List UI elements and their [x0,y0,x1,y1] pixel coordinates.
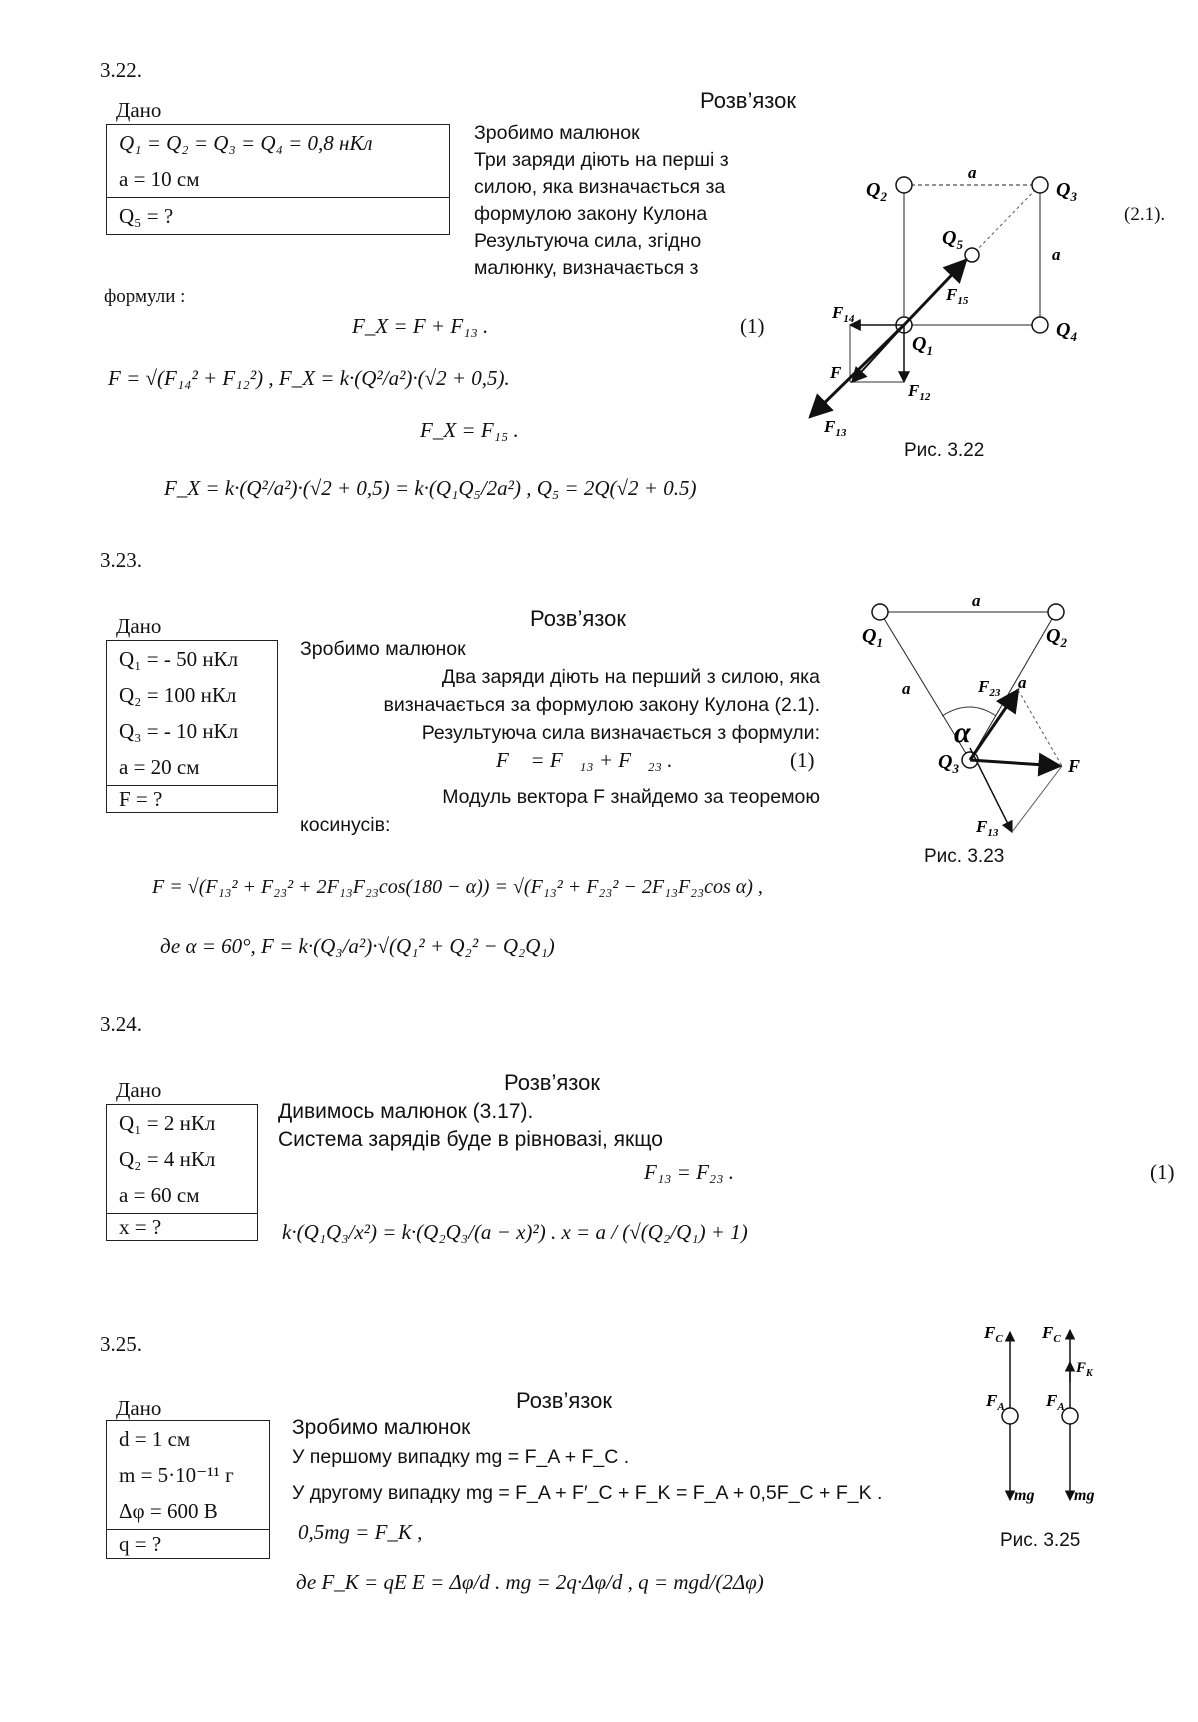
guide [1018,690,1062,766]
text-line: косинусів: [300,814,391,836]
given-box [106,640,278,813]
given-item: d = 1 см [119,1427,191,1451]
given-item: Q₂ = 4 нКл [119,1147,216,1171]
equation: де F_K = qE E = Δφ/d . mg = 2q·Δφ/d , q = mgd/(2Δφ) [296,1570,764,1594]
text-line: Результуюча сила визначається з формули: [421,722,820,744]
equation-number: (1) [1150,1160,1175,1184]
label-f13: $F_{13}$ [976,817,999,839]
label-fk: $F_K$ [1076,1360,1093,1379]
problem-number: 3.25. [100,1332,142,1356]
equation: 0,5mg = F_K , [298,1520,423,1544]
label-mg: mg [1014,1487,1035,1504]
label-f14: $F_{14}$ [832,303,855,325]
arrow-f23 [970,690,1018,760]
label-alpha: α [954,716,971,749]
figure-caption: Рис. 3.22 [904,440,985,461]
charge-q1 [872,604,888,620]
text-line: Результуюча сила, згідно [474,230,702,252]
label-q1: $Q_1$ [862,625,883,650]
given-item: a = 10 см [119,167,200,191]
given-box [106,1104,258,1241]
label-a: a [1018,673,1027,692]
charge-q4 [1032,317,1048,333]
figure-3-25 [970,1312,1120,1512]
arrow-f [970,760,1060,766]
given-unknown: q = ? [107,1529,269,1558]
given-label: Дано [116,1396,162,1420]
equation: F = √(F₁₃² + F₂₃² + 2F₁₃F₂₃cos(180 − α)) = √(F₁₃² + F₂₃² − 2F₁₃F₂₃cos α) , [152,876,763,898]
equation-number: (1) [740,314,765,338]
label-q3: $Q_3$ [938,751,959,776]
text-line: Зробимо малюнок [292,1416,471,1439]
label-mg2: mg [1074,1487,1095,1504]
equation: F_X = F₁₅ . [420,418,519,442]
given-item: m = 5·10⁻¹¹ г [119,1463,234,1487]
label-f13: $F_{13}$ [824,417,847,439]
problem-number: 3.24. [100,1012,142,1036]
given-unknown: F = ? [107,785,277,812]
given-item: a = 20 см [119,755,200,779]
problem-number: 3.23. [100,548,142,572]
given-box [106,124,450,235]
label-fc2: $F_C$ [1042,1323,1061,1345]
label-f23: $F_{23}$ [978,677,1001,699]
solution-title: Розв’язок [516,1388,612,1413]
charge-q2 [1048,604,1064,620]
given-label: Дано [116,1078,162,1102]
text-line: визначається за формулою закону Кулона (2.1). [383,694,820,716]
label-q4: $Q_4$ [1056,319,1077,344]
text-line: Зробимо малюнок [300,638,466,660]
text-line: Три заряди діють на перші з [474,149,729,171]
label-fa: $F_A$ [986,1391,1005,1413]
label-f12: $F_{12}$ [908,381,931,403]
figure-3-22 [780,160,1100,460]
charge-q3 [1032,177,1048,193]
formula-word: формули : [104,286,186,307]
label-q5: $Q_5$ [942,227,963,252]
equation: де α = 60°, F = k·(Q₃/a²)·√(Q₁² + Q₂² − Q₂Q₁) [160,934,555,958]
given-label: Дано [116,614,162,638]
figure-caption: Рис. 3.23 [924,846,1005,867]
text-line: формулою закону Кулона [474,203,708,225]
figure-caption: Рис. 3.25 [1000,1530,1081,1551]
label-a: a [1052,245,1061,264]
text-line: Модуль вектора F знайдемо за теоремою [442,786,820,808]
text-line: силою, яка визначається за [474,176,726,198]
equation: F_X = k·(Q²/a²)·(√2 + 0,5) = k·(Q₁Q₅/2a²) , Q₅ = 2Q(√2 + 0.5) [164,476,697,500]
given-item: Q₁ = 2 нКл [119,1111,216,1135]
solution-text [474,120,774,282]
given-unknown: x = ? [107,1213,257,1240]
figure-3-23 [850,590,1090,840]
given-item: Q₁ = Q₂ = Q₃ = Q₄ = 0,8 нКл [119,131,373,155]
label-f: F [830,363,842,382]
guide [1012,766,1062,832]
equation-number: (1) [790,748,815,772]
text-line: Два заряди діють на перший з силою, яка [441,666,820,688]
label-fa2: $F_A$ [1046,1391,1065,1413]
label-q3: $Q_3$ [1056,179,1077,204]
arrow-f13 [810,325,904,417]
label-f15: $F_{15}$ [946,285,969,307]
reference: (2.1). [1124,204,1166,225]
angle-arc [942,707,996,716]
label-q2: $Q_2$ [1046,625,1067,650]
equation: F⃗ = F⃗₁₃ + F⃗₂₃ . [496,748,673,772]
label-fc: $F_C$ [984,1323,1003,1345]
label-a: a [902,679,911,698]
label-a: a [968,163,977,182]
equation: F = √(F₁₄² + F₁₂²) , F_X = k·(Q²/a²)·(√2 + 0,5). [108,366,510,390]
equation: k·(Q₁Q₃/x²) = k·(Q₂Q₃/(a − x)²) . x = a / (√(Q₂/Q₁) + 1) [282,1220,748,1244]
given-item: a = 60 см [119,1183,200,1207]
given-item: Q₃ = - 10 нКл [119,719,239,743]
label-q1: $Q_1$ [912,333,933,358]
given-box [106,1420,270,1559]
given-label: Дано [116,98,162,122]
given-unknown: Q₅ = ? [107,197,449,234]
label-f: F [1068,756,1081,776]
equation: F₁₃ = F₂₃ . [644,1160,735,1184]
solution-title: Розв’язок [700,88,796,113]
label-a: a [972,591,981,610]
given-item: Δφ = 600 В [119,1499,218,1523]
text-line: Зробимо малюнок [474,122,640,144]
given-item: Q₁ = - 50 нКл [119,647,239,671]
equation: У другому випадку mg = F_A + F′_C + F_K = F_A + 0,5F_C + F_K . [292,1482,883,1504]
solution-title: Розв’язок [530,606,626,631]
solution-title: Розв’язок [504,1070,600,1095]
equation: F_X = F + F₁₃ . [352,314,489,338]
text-line: Система зарядів буде в рівновазі, якщо [278,1128,663,1151]
equation: У першому випадку mg = F_A + F_C . [292,1446,630,1468]
text-line: Дивимось малюнок (3.17). [278,1100,534,1123]
label-q2: $Q_2$ [866,179,887,204]
text-line: малюнку, визначається з [474,257,699,279]
charge-q2 [896,177,912,193]
charge-q5 [965,248,979,262]
given-item: Q₂ = 100 нКл [119,683,237,707]
problem-number: 3.22. [100,58,142,82]
